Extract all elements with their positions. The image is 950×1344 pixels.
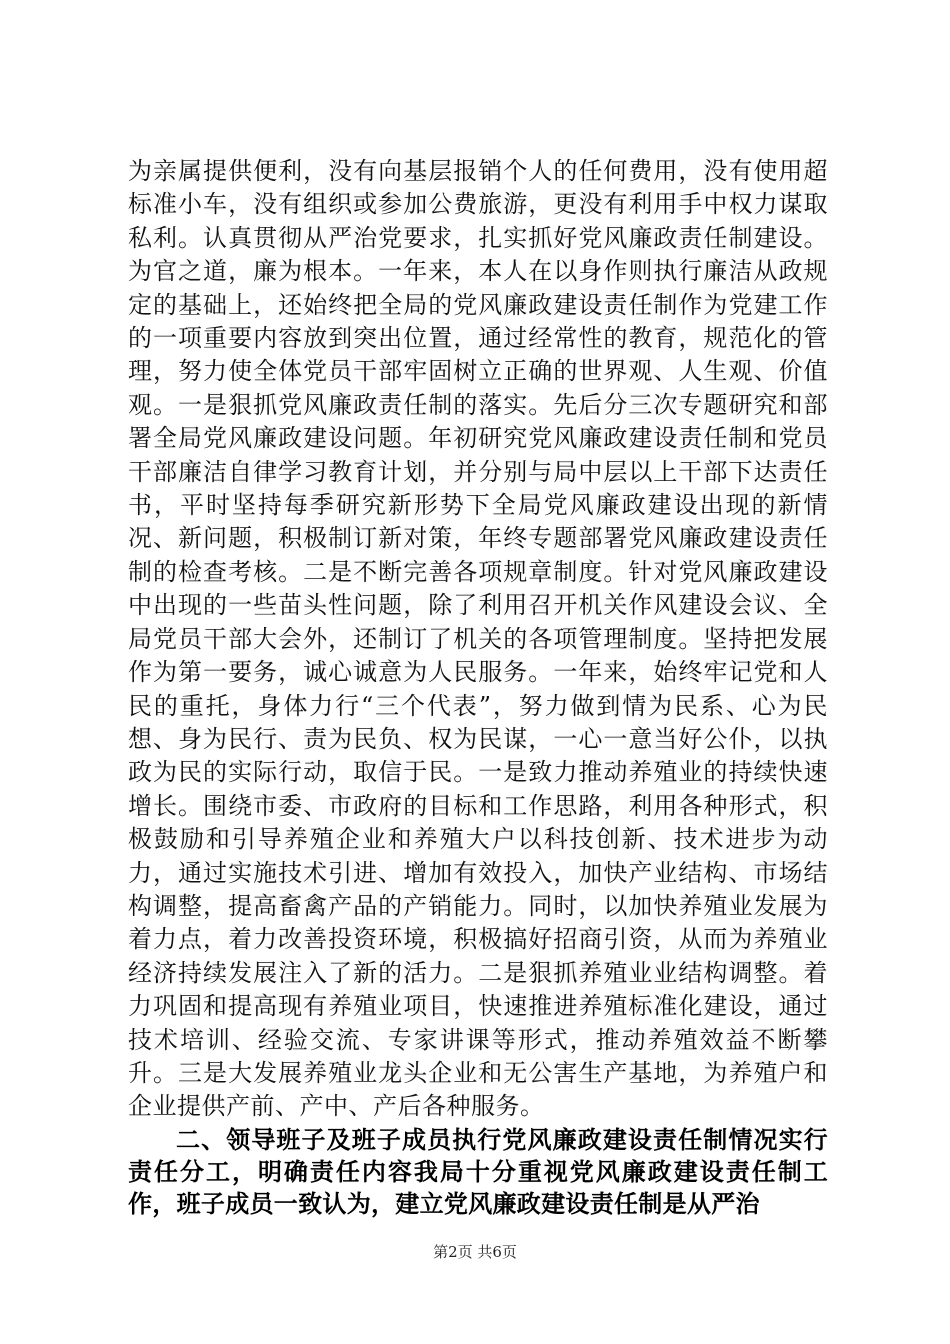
section-heading-paragraph: 二、领导班子及班子成员执行党风廉政建设责任制情况实行责任分工，明确责任内容我局十分重视党风廉政建设责任制工作，班子成员一致认为，建立党风廉政建设责任制是从严治 <box>128 1125 828 1218</box>
body-paragraph: 为亲属提供便利，没有向基层报销个人的任何费用，没有使用超标准小车，没有组织或参加公费旅游，更没有利用手中权力谋取私利。认真贯彻从严治党要求，扎实抓好党风廉政责任制建设。为官之道，廉为根本。一年来，本人在以身作则执行廉洁从政规定的基础上，还始终把全局的党风廉政建设责任制作为党建工作的一项重要内容放到突出位置，通过经常性的教育，规范化的管理，努力使全体党员干部牢固树立正确的世界观、人生观、价值观。一是狠抓党风廉政责任制的落实。先后分三次专题研究和部署全局党风廉政建设问题。年初研究党风廉政建设责任制和党员干部廉洁自律学习教育计划，并分别与局中层以上干部下达责任书，平时坚持每季研究新形势下全局党风廉政建设出现的新情况、新问题，积极制订新对策，年终专题部署党风廉政建设责任制的检查考核。二是不断完善各项规章制度。针对党风廉政建设中出现的一些苗头性问题，除了利用召开机关作风建设会议、全局党员干部大会外，还制订了机关的各项管理制度。坚持把发展作为第一要务，诚心诚意为人民服务。一年来，始终牢记党和人民的重托，身体力行“三个代表”，努力做到情为民系、心为民想、身为民行、责为民负、权为民谋，一心一意当好公仆，以执政为民的实际行动，取信于民。一是致力推动养殖业的持续快速增长。围绕市委、市政府的目标和工作思路，利用各种形式，积极鼓励和引导养殖企业和养殖大户以科技创新、技术进步为动力，通过实施技术引进、增加有效投入，加快产业结构、市场结构调整，提高畜禽产品的产销能力。同时，以加快养殖业发展为着力点，着力改善投资环境，积极搞好招商引资，从而为养殖业经济持续发展注入了新的活力。二是狠抓养殖业业结构调整。着力巩固和提高现有养殖业项目，快速推进养殖标准化建设，通过技术培训、经验交流、专家讲课等形式，推动养殖效益不断攀升。三是大发展养殖业龙头企业和无公害生产基地，为养殖户和企业提供产前、产中、产后各种服务。 <box>128 157 828 1121</box>
document-body <box>128 155 828 1220</box>
page-footer: 第2页 共6页 <box>433 1243 517 1261</box>
